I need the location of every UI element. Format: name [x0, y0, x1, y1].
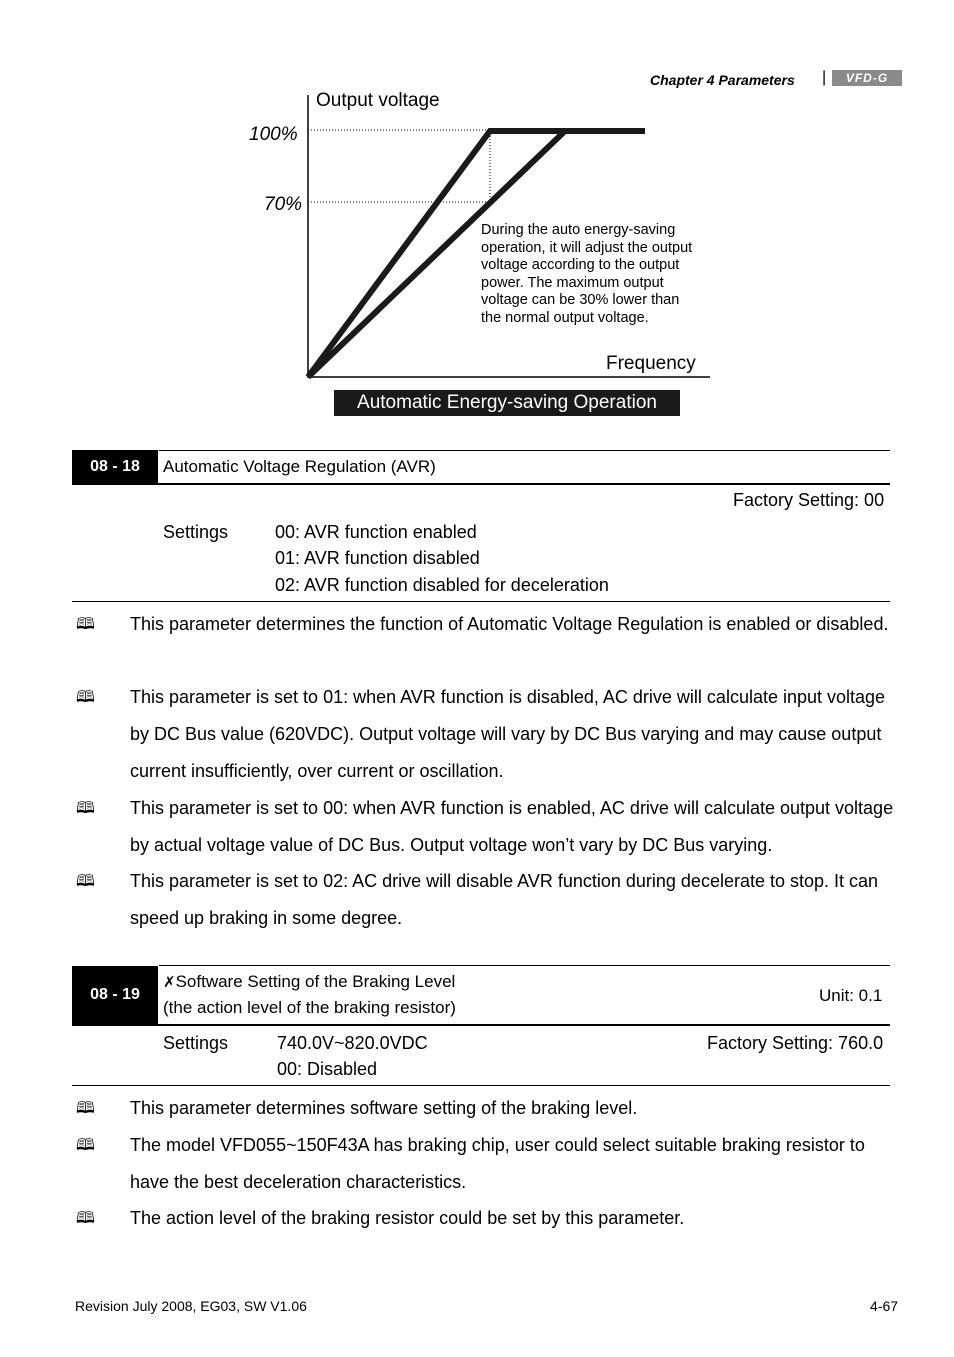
param-0818-note: This parameter determines the function of Automatic Voltage Regulation is enabled or disabled.: [130, 614, 889, 634]
energy-saving-diagram: [0, 0, 954, 440]
tick-70-label: 70%: [264, 194, 303, 215]
param-0818-option: 02: AVR function disabled for deceleration: [275, 575, 609, 595]
param-0818-option: 00: AVR function enabled: [275, 522, 477, 542]
figure-caption: Automatic Energy-saving Operation: [334, 390, 680, 416]
annotation-line: operation, it will adjust the output: [481, 239, 693, 256]
book-icon: 🕮: [76, 1100, 95, 1117]
vfd-g-logo: VFD-G: [832, 70, 902, 86]
param-0818-bottom-rule: [72, 601, 890, 602]
book-icon: 🕮: [76, 1137, 95, 1154]
header-separator: |: [822, 69, 827, 86]
param-0819-range: 740.0V~820.0VDC: [277, 1033, 428, 1053]
param-0819-title-text: Software Setting of the Braking Level: [175, 972, 456, 991]
param-0818-title: Automatic Voltage Regulation (AVR): [163, 457, 436, 476]
param-0819-note: This parameter determines software setting of the braking level.: [130, 1098, 638, 1118]
tick-100-label: 100%: [249, 124, 298, 145]
param-0819-note: The action level of the braking resistor could be set by this parameter.: [130, 1208, 685, 1228]
param-0818-top-rule: [159, 450, 890, 451]
param-0818-header-rule: [72, 483, 890, 485]
annotation-line: the normal output voltage.: [481, 309, 649, 326]
param-0819-factory-setting: Factory Setting: 760.0: [707, 1033, 884, 1053]
pencil-icon: ✗: [163, 974, 176, 991]
x-axis-label: Frequency: [606, 353, 696, 374]
param-0819-top-rule: [159, 965, 890, 966]
param-0819-settings-label: Settings: [163, 1033, 229, 1053]
book-icon: 🕮: [76, 800, 95, 817]
param-0818-option: 01: AVR function disabled: [275, 548, 480, 568]
param-0818-note: This parameter is set to 00: when AVR function is enabled, AC drive will calculate output voltage by actual voltage value of DC Bus. Output voltage won’t vary by DC Bus varying.: [130, 798, 894, 855]
param-0819-option: 00: Disabled: [277, 1059, 378, 1079]
annotation-line: voltage according to the output: [481, 257, 680, 273]
param-0819-note: The model VFD055~150F43A has braking chip, user could select suitable braking resistor to have the best deceleration characteristics.: [130, 1135, 865, 1192]
footer-page-number: 4-67: [870, 1298, 899, 1314]
book-icon: 🕮: [76, 616, 95, 633]
param-0818-note: This parameter is set to 01: when AVR function is disabled, AC drive will calculate input voltage by DC Bus value (620VDC). Output voltage will vary by DC Bus varying and may cause output current insufficiently, over current or oscillation.: [130, 687, 886, 781]
param-0818-code: 08 - 18: [72, 450, 158, 484]
param-0819-code: 08 - 19: [72, 966, 158, 1024]
param-0818-factory-setting: Factory Setting: 00: [733, 490, 885, 510]
annotation-line: power. The maximum output: [481, 274, 664, 291]
param-0818-note: This parameter is set to 02: AC drive will disable AVR function during decelerate to stop. It can speed up braking in some degree.: [130, 871, 879, 928]
param-0819-title-line1: [163, 971, 455, 994]
param-0819-title-line2: (the action level of the braking resistor): [163, 998, 456, 1017]
param-0819-header-rule: [72, 1024, 890, 1026]
book-icon: 🕮: [76, 1210, 95, 1227]
annotation-line: voltage can be 30% lower than: [481, 292, 680, 308]
book-icon: 🕮: [76, 873, 95, 890]
param-0819-bottom-rule: [72, 1085, 890, 1086]
param-0818-settings-label: Settings: [163, 522, 229, 542]
book-icon: 🕮: [76, 689, 95, 706]
footer-revision: Revision July 2008, EG03, SW V1.06: [75, 1298, 307, 1314]
annotation-line: During the auto energy-saving: [481, 222, 676, 238]
y-axis-label: Output voltage: [316, 90, 440, 111]
figure-annotation: [481, 222, 751, 327]
chapter-header: Chapter 4 Parameters: [650, 72, 795, 88]
param-0819-unit: Unit: 0.1: [819, 986, 883, 1005]
